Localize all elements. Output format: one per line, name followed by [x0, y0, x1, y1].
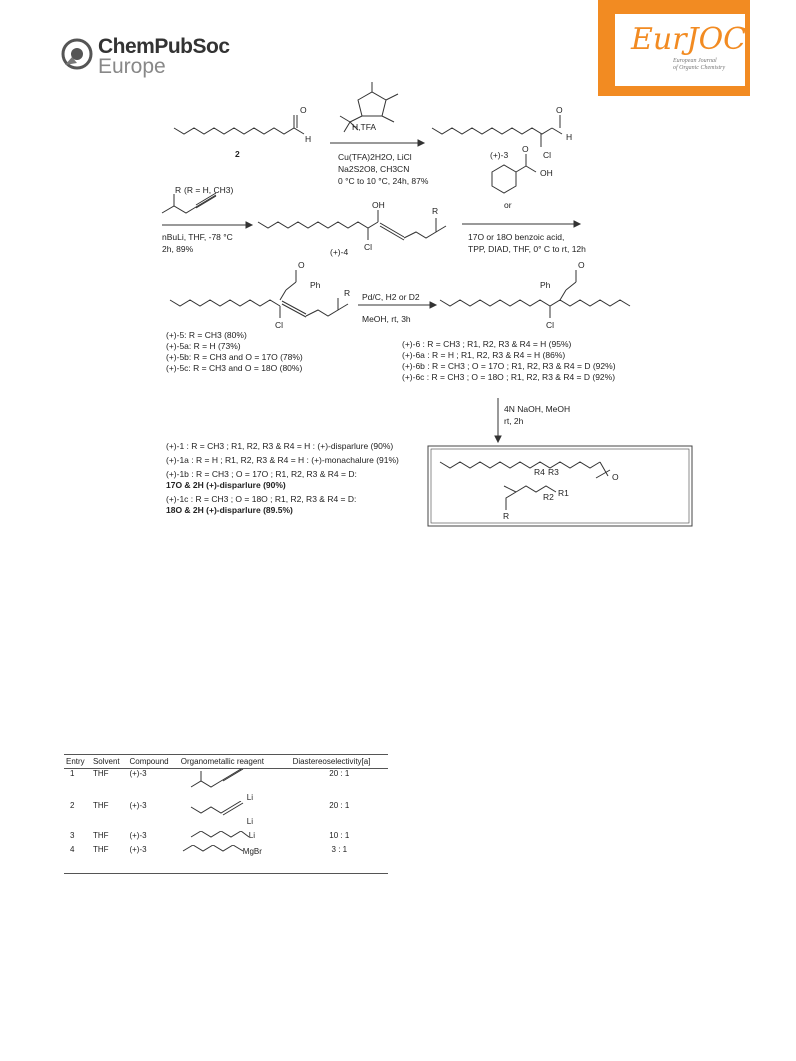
compound-5-chain	[170, 300, 280, 306]
table-row: 4 THF (+)-3 MgBr 3 : 1	[70, 845, 348, 856]
publisher-name: ChemPubSoc	[98, 35, 230, 58]
table-bottom-rule	[64, 873, 388, 874]
compound-5-list	[166, 330, 303, 374]
product-1c-name: 18O & 2H (+)-disparlure (89.5%)	[166, 505, 293, 515]
reagent-2-structure	[181, 801, 271, 825]
compound-6-list	[402, 339, 616, 383]
reagent-1-structure	[181, 769, 271, 799]
svg-text:OH: OH	[540, 168, 553, 178]
svg-text:R: R	[503, 511, 510, 521]
table-row: 1 THF (+)-3 Li 20 : 1	[70, 769, 350, 802]
compound-3-label: (+)-3	[490, 150, 509, 160]
col-compound: Compound	[127, 755, 178, 769]
disparlure-chain	[440, 462, 600, 468]
table-row: 2 THF (+)-3 Li 20 : 1	[70, 801, 350, 826]
journal-logo-text: EurJOC	[631, 22, 747, 57]
col-selectivity: Diastereoselectivity[a]	[291, 755, 388, 769]
svg-text:O: O	[612, 472, 619, 482]
compound-3-chain	[432, 128, 552, 134]
row2-conditions-1: nBuLi, THF, -78 °C	[162, 232, 233, 242]
mitsunobu-2: TPP, DIAD, THF, 0° C to rt, 12h	[468, 244, 586, 254]
svg-text:R2: R2	[543, 492, 554, 502]
svg-text:H: H	[566, 132, 573, 142]
col-entry: Entry	[64, 755, 91, 769]
row1-conditions-1: Cu(TFA)2H2O, LiCl	[338, 152, 412, 162]
r-definition: (R = H, CH3)	[184, 185, 234, 195]
mitsunobu-1: 17O or 18O benzoic acid,	[468, 232, 565, 242]
compound-6-chain	[440, 300, 630, 306]
svg-text:or: or	[504, 200, 512, 210]
compound-2-chain	[174, 128, 304, 134]
catalyst-ring	[358, 92, 386, 116]
row1-conditions-2: Na2S2O8, CH3CN	[338, 164, 410, 174]
product-1b-name: 17O & 2H (+)-disparlure (90%)	[166, 480, 286, 490]
compound-5a: (+)-5a: R = H (73%)	[166, 341, 241, 351]
product-box	[428, 446, 692, 526]
svg-text:OH: OH	[372, 200, 385, 210]
svg-text:R4: R4	[534, 467, 545, 477]
row1-conditions-3: 0 °C to 10 °C, 24h, 87%	[338, 176, 429, 186]
svg-text:H: H	[305, 134, 312, 144]
col-reagent: Organometallic reagent	[179, 755, 291, 769]
compound-6a: (+)-6a : R = H ; R1, R2, R3 & R4 = H (86%)	[402, 350, 566, 360]
svg-text:Ph: Ph	[540, 280, 551, 290]
svg-text:R3: R3	[548, 467, 559, 477]
compound-5b: (+)-5b: R = CH3 and O = 17O (78%)	[166, 352, 303, 362]
publisher-sub: Europe	[98, 55, 166, 78]
table-header-row	[64, 755, 388, 769]
compound-4-chain	[258, 222, 378, 228]
svg-text:O: O	[556, 105, 563, 115]
table-row: 3 THF (+)-3 Li 10 : 1	[64, 831, 388, 845]
svg-text:R1: R1	[558, 488, 569, 498]
product-1b: (+)-1b : R = CH3 ; O = 17O ; R1, R2, R3 & R4 = D:	[166, 469, 357, 479]
row3-conditions-bottom: MeOH, rt, 3h	[362, 314, 411, 324]
row3-conditions-top: Pd/C, H2 or D2	[362, 292, 420, 302]
svg-text:O: O	[298, 260, 305, 270]
svg-text:O: O	[300, 105, 307, 115]
compound-2-label: 2	[235, 149, 240, 159]
svg-text:O: O	[578, 260, 585, 270]
svg-text:Cl: Cl	[275, 320, 284, 330]
product-1: (+)-1 : R = CH3 ; R1, R2, R3 & R4 = H : (+)-disparlure (90%)	[166, 441, 394, 451]
benzoic-acid-ring	[492, 165, 516, 193]
compound-6c: (+)-6c : R = CH3 ; O = 18O ; R1, R2, R3 & R4 = D (92%)	[402, 372, 616, 382]
svg-text:Cl: Cl	[543, 150, 552, 160]
col-solvent: Solvent	[91, 755, 128, 769]
svg-text:Cl: Cl	[364, 242, 373, 252]
row4-conditions-2: rt, 2h	[504, 416, 524, 426]
svg-text:O: O	[522, 144, 529, 154]
compound-5: (+)-5: R = CH3 (80%)	[166, 330, 247, 340]
svg-text:R: R	[175, 185, 182, 195]
compound-4-label: (+)-4	[330, 247, 349, 257]
product-1c: (+)-1c : R = CH3 ; O = 18O ; R1, R2, R3 & R4 = D:	[166, 494, 357, 504]
journal-full-name: European Journal of Organic Chemistry	[673, 58, 726, 71]
svg-text:H,TFA: H,TFA	[352, 122, 377, 132]
final-products-list	[166, 441, 399, 516]
compound-5c: (+)-5c: R = CH3 and O = 18O (80%)	[166, 363, 303, 373]
compound-6: (+)-6 : R = CH3 ; R1, R2, R3 & R4 = H (95%)	[402, 339, 572, 349]
row2-conditions-2: 2h, 89%	[162, 244, 194, 254]
row4-conditions-1: 4N NaOH, MeOH	[504, 404, 571, 414]
svg-text:R: R	[344, 288, 351, 298]
svg-text:R: R	[432, 206, 439, 216]
compound-6b: (+)-6b : R = CH3 ; O = 17O ; R1, R2, R3 & R4 = D (92%)	[402, 361, 616, 371]
svg-text:Cl: Cl	[546, 320, 555, 330]
diastereoselectivity-table	[64, 754, 388, 859]
product-1a: (+)-1a : R = H ; R1, R2, R3 & R4 = H : (+)-monachalure (91%)	[166, 455, 399, 465]
svg-text:Ph: Ph	[310, 280, 321, 290]
reagent-3-structure	[181, 831, 271, 843]
